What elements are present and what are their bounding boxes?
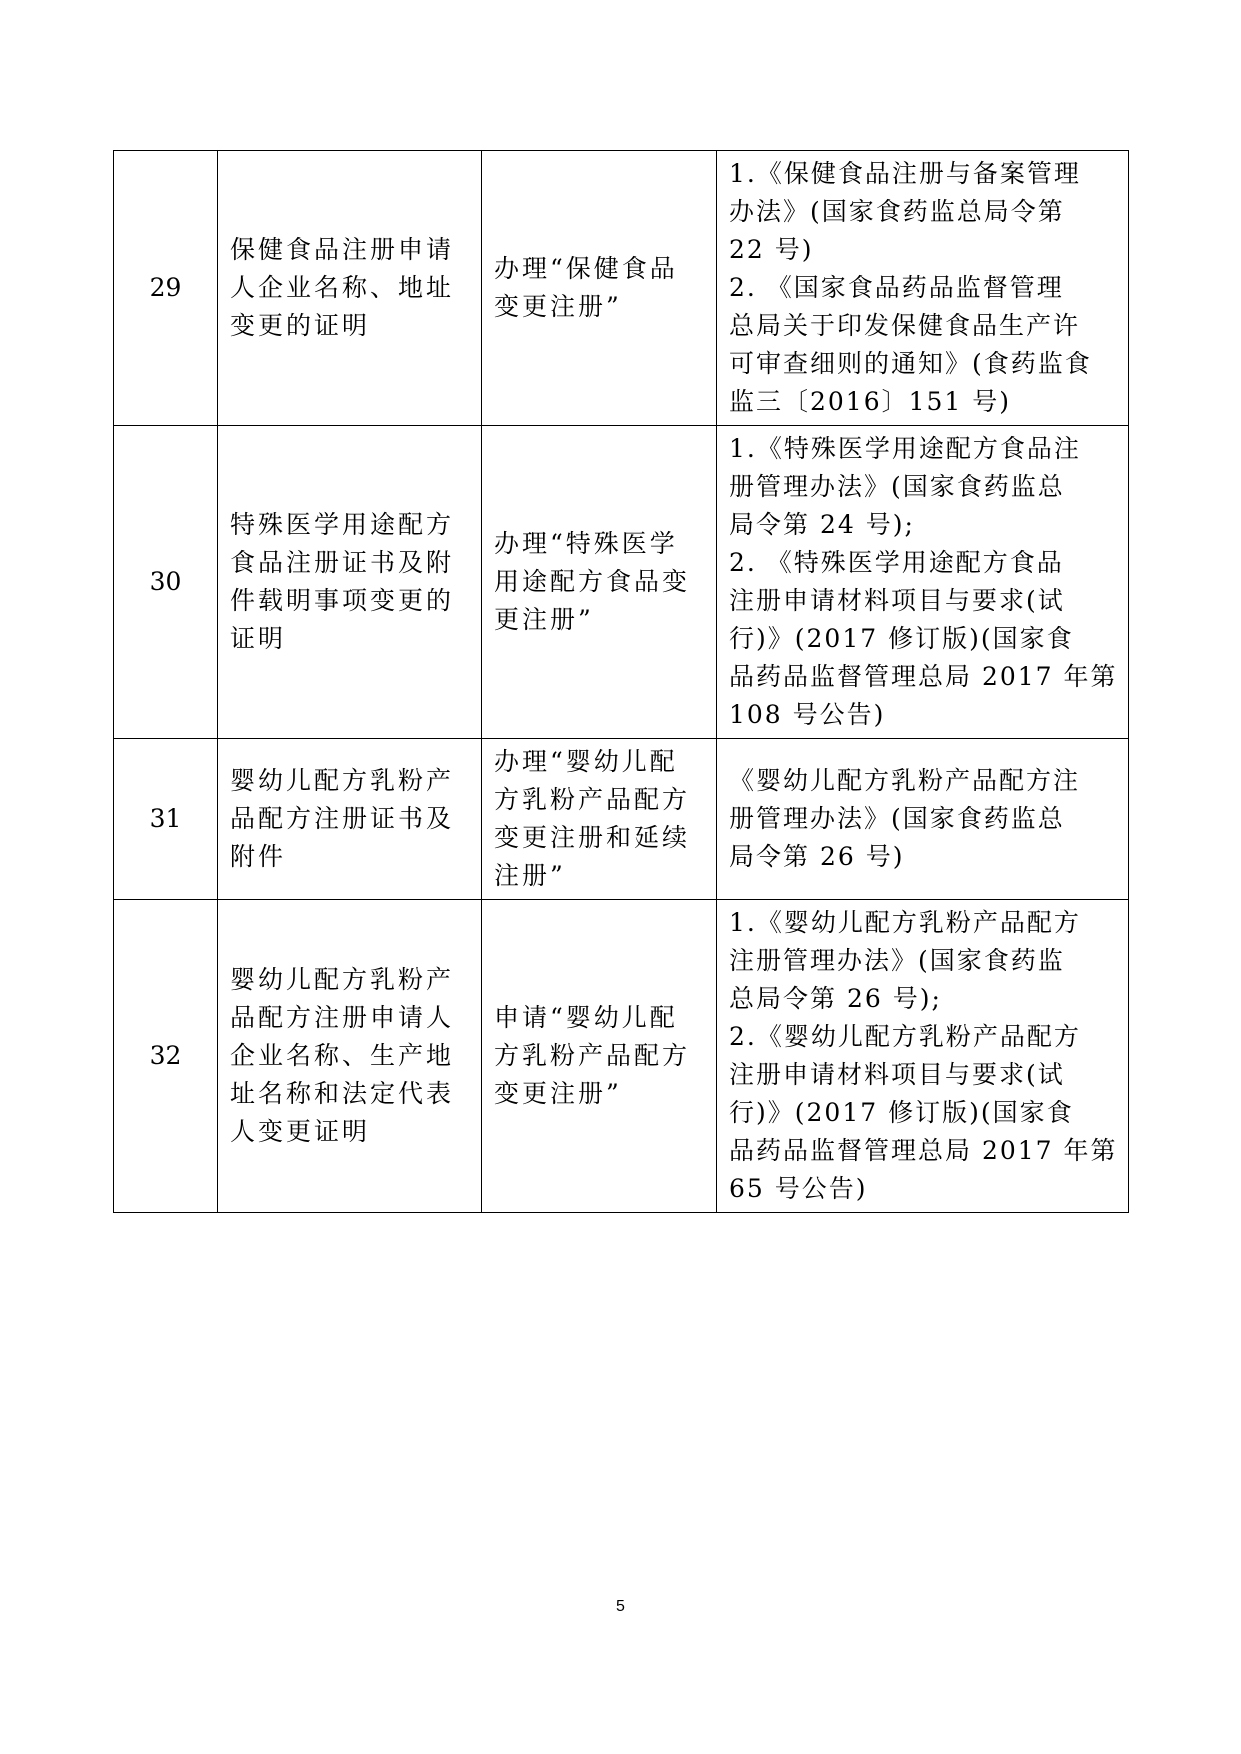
- purpose-cell: [482, 151, 717, 426]
- material-line: 址名称和法定代表: [230, 1079, 455, 1108]
- material-cell: [218, 426, 482, 739]
- purpose-cell: [482, 426, 717, 739]
- material-line: 件载明事项变更的: [230, 586, 455, 615]
- basis-line: 22 号): [729, 235, 814, 264]
- row-number: 32: [114, 900, 218, 1213]
- basis-line: 局令第 26 号): [729, 842, 905, 871]
- purpose-line: 注册”: [494, 861, 566, 890]
- basis-line: 品药品监督管理总局 2017 年第: [729, 662, 1118, 691]
- basis-line: 可审查细则的通知》(食药监食: [729, 349, 1092, 378]
- table-row: [114, 151, 1129, 426]
- basis-cell: [717, 739, 1129, 900]
- material-cell: [218, 900, 482, 1213]
- requirements-table: [113, 150, 1129, 1213]
- purpose-line: 变更注册”: [494, 292, 622, 321]
- basis-line: 1.《保健食品注册与备案管理: [729, 159, 1081, 188]
- material-line: 附件: [230, 842, 287, 871]
- purpose-line: 变更注册和延续: [494, 823, 691, 852]
- basis-line: 1.《婴幼儿配方乳粉产品配方: [729, 908, 1081, 937]
- purpose-line: 更注册”: [494, 605, 594, 634]
- material-line: 特殊医学用途配方: [230, 510, 455, 539]
- basis-line: 总局令第 26 号);: [729, 984, 942, 1013]
- row-number: 29: [114, 151, 218, 426]
- basis-line: 1.《特殊医学用途配方食品注: [729, 434, 1081, 463]
- basis-line: 总局关于印发保健食品生产许: [729, 311, 1081, 340]
- basis-line: 2.《婴幼儿配方乳粉产品配方: [729, 1022, 1081, 1051]
- material-cell: [218, 739, 482, 900]
- basis-line: 册管理办法》(国家食药监总: [729, 804, 1065, 833]
- material-line: 企业名称、生产地: [230, 1041, 455, 1070]
- basis-line: 注册申请材料项目与要求(试: [729, 1060, 1065, 1089]
- basis-line: 2. 《特殊医学用途配方食品: [729, 548, 1064, 577]
- material-line: 变更的证明: [230, 311, 371, 340]
- basis-line: 《婴幼儿配方乳粉产品配方注: [729, 766, 1081, 795]
- basis-cell: [717, 426, 1129, 739]
- table-row: [114, 739, 1129, 900]
- purpose-line: 申请“婴幼儿配: [494, 1003, 678, 1032]
- basis-line: 办法》(国家食药监总局令第: [729, 197, 1065, 226]
- basis-line: 行)》(2017 修订版)(国家食: [729, 624, 1074, 653]
- material-cell: [218, 151, 482, 426]
- basis-line: 品药品监督管理总局 2017 年第: [729, 1136, 1118, 1165]
- basis-line: 108 号公告): [729, 700, 886, 729]
- table-row: [114, 900, 1129, 1213]
- purpose-cell: [482, 739, 717, 900]
- row-number: 31: [114, 739, 218, 900]
- basis-line: 2. 《国家食品药品监督管理: [729, 273, 1064, 302]
- material-line: 婴幼儿配方乳粉产: [230, 965, 455, 994]
- basis-line: 监三〔2016〕151 号): [729, 387, 1012, 416]
- material-line: 保健食品注册申请: [230, 235, 455, 264]
- purpose-line: 办理“保健食品: [494, 254, 678, 283]
- basis-cell: [717, 900, 1129, 1213]
- row-number: 30: [114, 426, 218, 739]
- purpose-line: 办理“婴幼儿配: [494, 747, 678, 776]
- purpose-line: 用途配方食品变: [494, 567, 691, 596]
- material-line: 证明: [230, 624, 287, 653]
- page-number: 5: [616, 1598, 625, 1615]
- purpose-line: 方乳粉产品配方: [494, 785, 691, 814]
- purpose-line: 方乳粉产品配方: [494, 1041, 691, 1070]
- material-line: 人变更证明: [230, 1117, 371, 1146]
- basis-line: 册管理办法》(国家食药监总: [729, 472, 1065, 501]
- purpose-line: 变更注册”: [494, 1079, 622, 1108]
- basis-cell: [717, 151, 1129, 426]
- material-line: 品配方注册申请人: [230, 1003, 455, 1032]
- material-line: 人企业名称、地址: [230, 273, 455, 302]
- purpose-line: 办理“特殊医学: [494, 529, 678, 558]
- basis-line: 注册申请材料项目与要求(试: [729, 586, 1065, 615]
- basis-line: 局令第 24 号);: [729, 510, 915, 539]
- material-line: 食品注册证书及附: [230, 548, 455, 577]
- purpose-cell: [482, 900, 717, 1213]
- basis-line: 行)》(2017 修订版)(国家食: [729, 1098, 1074, 1127]
- material-line: 婴幼儿配方乳粉产: [230, 766, 455, 795]
- material-line: 品配方注册证书及: [230, 804, 455, 833]
- basis-line: 65 号公告): [729, 1174, 868, 1203]
- table-row: [114, 426, 1129, 739]
- basis-line: 注册管理办法》(国家食药监: [729, 946, 1065, 975]
